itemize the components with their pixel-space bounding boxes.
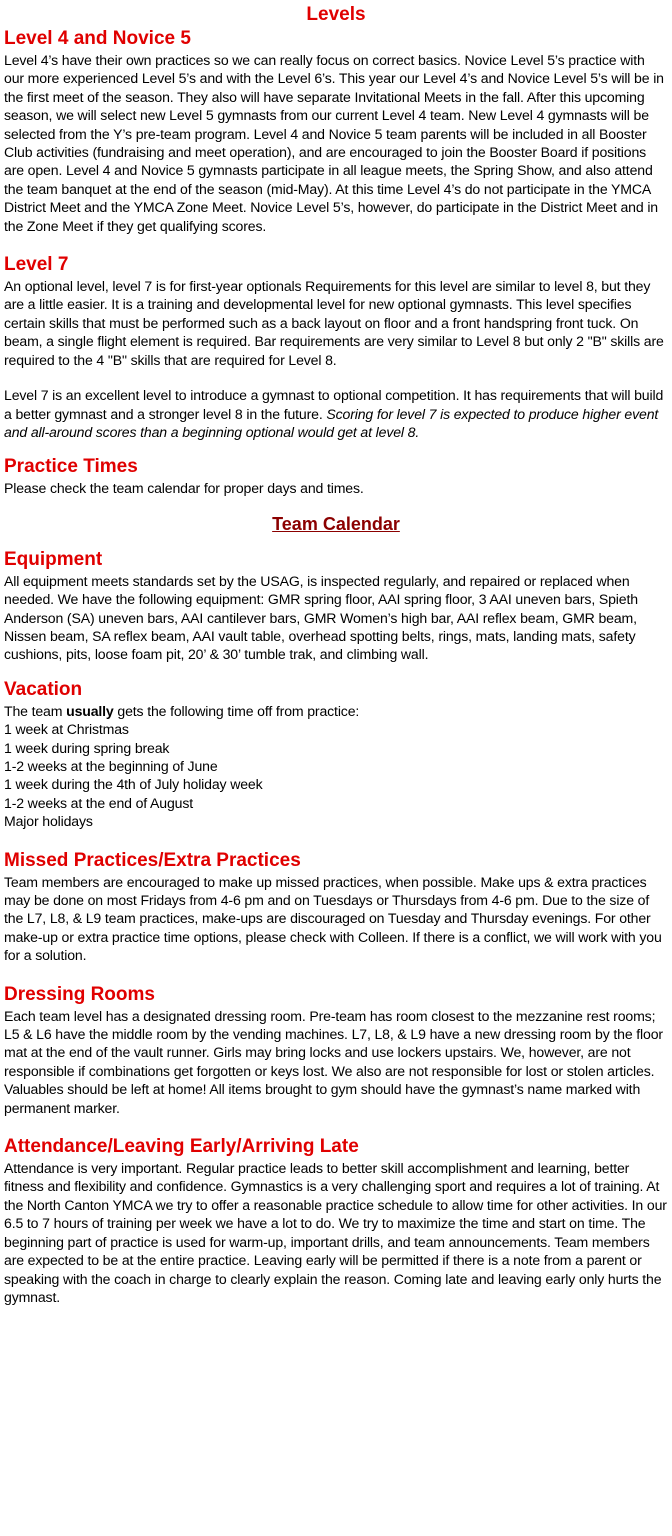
- vacation-intro-pre: The team: [4, 702, 67, 719]
- level7-heading: Level 7: [4, 254, 69, 276]
- vacation-heading: Vacation: [4, 678, 83, 700]
- equipment-text: All equipment meets standards set by the USAG, is inspected regularly, and repaired or replaced when needed. We have the following equipment: GMR spring floor, AAI spring floor, 3 AAI uneven bars, Spieth Anderson (SA) uneven bars, AAI cantilever bars, GMR Women’s high bar, AAI reflex beam, GMR beam, Nissen beam, SA reflex beam, AAI vault table, overhead spotting belts, rings, mats, landing mats, safety cushions, pits, loose foam pit, 20’ & 30’ tumble trak, and climbing wall.: [4, 572, 638, 663]
- attendance-text: Attendance is very important. Regular practice leads to better skill accomplishment and learning, better fitness and flexibility and confidence. Gymnastics is a very challenging sport and requires a lot of training. At the North Canton YMCA we try to offer a reasonable practice schedule to allow time for other activities. In our 6.5 to 7 hours of training per week we have a lot to do. We try to maximize the time and start on time. The beginning part of practice is used for warm-up, important drills, and team announcements. Team members are expected to be at the entire practice. Leaving early will be permitted if there is a note from a parent or speaking with the coach in charge to clearly explain the reason. Coming late and leaving early only hurts the gymnast.: [4, 1160, 667, 1305]
- level4-text: Level 4’s have their own practices so we can really focus on correct basics. Novice Level 5’s practice with our more experienced Level 5’s and with the Level 6’s. This year our Level 4’s and Novice Level 5’s will be in the first meet of the season. They also will have separate Invitational Meets in the fall. After this upcoming season, we will select new Level 5 gymnasts from our current Level 4 team. New Level 4 gymnasts will be selected from the Y’s pre-team program. Level 4 and Novice 5 team parents will be included in all Booster Club activities (fundraising and meet operation), and are encouraged to join the Booster Board if positions are open. Level 4 and Novice 5 gymnasts participate in all league meets, the Spring Show, and also attend the team banquet at the end of the season (mid-May). At this time Level 4’s do not participate in the YMCA District Meet and the YMCA Zone Meet. Novice Level 5’s, however, do participate in the District Meet and in the Zone Meet if they get qualifying scores.: [4, 52, 664, 234]
- equipment-heading: Equipment: [4, 548, 103, 570]
- list-item: 1-2 weeks at the end of August: [4, 794, 194, 811]
- page-title: Levels: [306, 4, 366, 25]
- section-equipment: [4, 548, 668, 664]
- level7-text-2-italic: Scoring for level 7 is expected to produce higher event and all-around scores than a beginning optional would get at level 8.: [4, 405, 659, 440]
- section-practice-times: [4, 455, 668, 497]
- vacation-intro: [4, 702, 668, 720]
- list-item: 1 week during spring break: [4, 739, 170, 756]
- list-item: Major holidays: [4, 813, 93, 830]
- vacation-intro-post: gets the following time off from practice:: [113, 702, 360, 719]
- vacation-intro-bold: usually: [66, 702, 114, 719]
- section-missed-practices: [4, 849, 668, 965]
- missed-text: Team members are encouraged to make up missed practices, when possible. Make ups & extra practices may be done on most Fridays from 4-6 pm and on Tuesdays or Thursdays from 4-6 pm. Due to the size of the L7, L8, & L9 team practices, make-ups are discouraged on Tuesday and Thursday evenings. For other make-up or extra practice time options, please check with Colleen. If there is a conflict, we will work with you for a solution.: [4, 873, 662, 964]
- list-item: 1-2 weeks at the beginning of June: [4, 757, 218, 774]
- section-dressing-rooms: [4, 983, 668, 1117]
- level7-text-2-normal: Level 7 is an excellent level to introduce a gymnast to optional competition. It has requirements that will build a better gymnast and a stronger level 8 in the future.: [4, 387, 664, 422]
- section-vacation: [4, 678, 668, 831]
- section-level7: [4, 253, 668, 441]
- missed-heading: Missed Practices/Extra Practices: [4, 849, 301, 871]
- dressing-heading: Dressing Rooms: [4, 983, 155, 1005]
- level7-text-1: An optional level, level 7 is for first-year optionals Requirements for this level are similar to level 8, but they are a little easier. It is a training and developmental level for new optional gymnasts. This level specifies certain skills that must be performed such as a back layout on floor and a front handspring front tuck. On beam, a single flight element is required. Bar requirements are very similar to Level 8 but only 2 "B" skills are required to the 4 "B" skills that are required for Level 8.: [4, 278, 664, 368]
- section-level4: [4, 27, 668, 235]
- dressing-text: Each team level has a designated dressing room. Pre-team has room closest to the mezzanine rest rooms; L5 & L6 have the middle room by the vending machines. L7, L8, & L9 have a new dressing room by the floor mat at the end of the vault runner. Girls may bring locks and use lockers upstairs. We, however, are not responsible if combinations get forgotten or keys lost. We also are not responsible for lost or stolen articles. Valuables should be left at home! All items brought to gym should have the gymnast’s name marked with permanent marker.: [4, 1007, 663, 1116]
- section-attendance: [4, 1135, 668, 1306]
- team-calendar-link[interactable]: Team Calendar: [272, 513, 400, 534]
- level7-text-2: [4, 386, 668, 441]
- list-item: 1 week at Christmas: [4, 721, 129, 738]
- vacation-list: [4, 720, 668, 830]
- list-item: 1 week during the 4th of July holiday week: [4, 776, 263, 793]
- practice-heading: Practice Times: [4, 456, 138, 478]
- level4-heading: Level 4 and Novice 5: [4, 28, 191, 49]
- practice-text: Please check the team calendar for proper days and times.: [4, 480, 364, 497]
- attendance-heading: Attendance/Leaving Early/Arriving Late: [4, 1136, 359, 1158]
